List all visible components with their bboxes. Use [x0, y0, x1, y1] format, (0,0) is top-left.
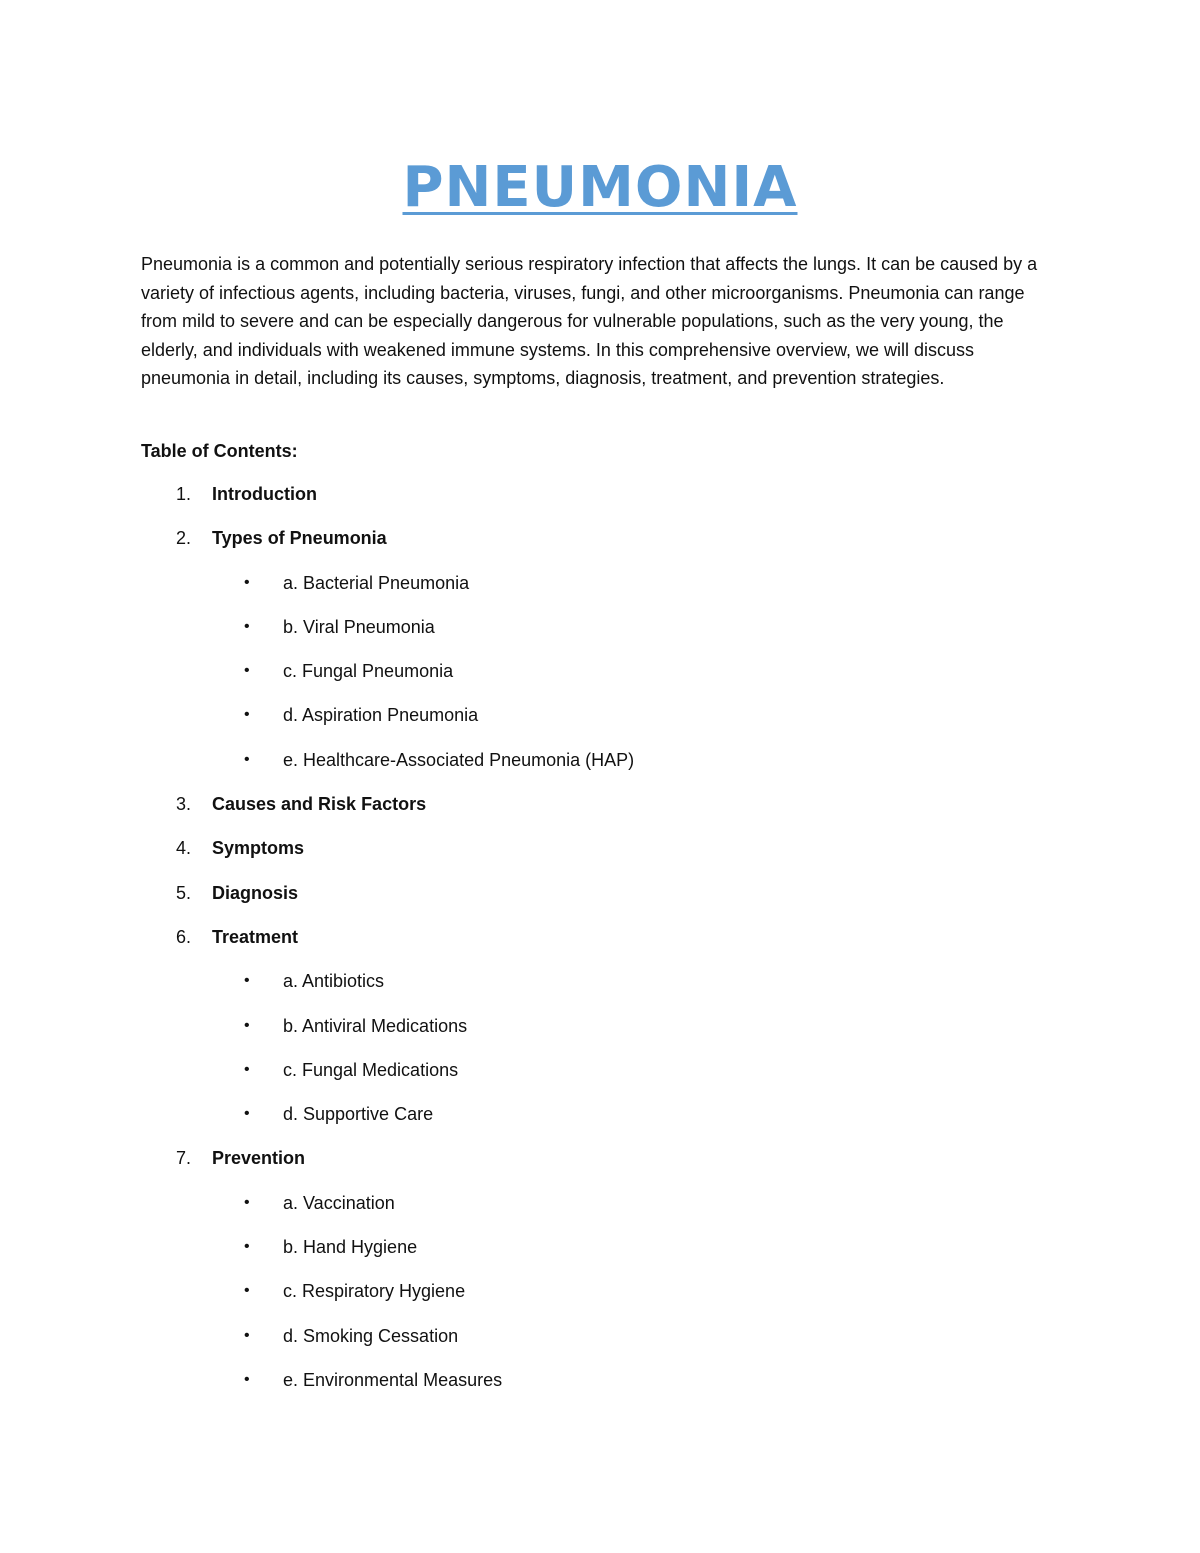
toc-item — [0, 790, 1200, 834]
bullet-icon: • — [244, 617, 250, 635]
bullet-icon: • — [244, 1370, 250, 1388]
toc-subitem — [0, 746, 1200, 790]
toc-subitem-label: d. Smoking Cessation — [283, 1325, 459, 1346]
toc-item — [0, 834, 1200, 878]
toc-item-label: Causes and Risk Factors — [212, 794, 427, 815]
toc-item-label: Types of Pneumonia — [212, 528, 387, 549]
toc-item-number: 6. — [176, 926, 192, 947]
toc-subitem-label: a. Vaccination — [283, 1192, 395, 1213]
toc-subitem — [0, 967, 1200, 1011]
toc-subitem-label: a. Bacterial Pneumonia — [283, 572, 470, 593]
toc-subitem — [0, 657, 1200, 701]
toc-subitem-label: d. Supportive Care — [283, 1104, 434, 1125]
toc-subitem — [0, 1012, 1200, 1056]
toc-subitem-label: d. Aspiration Pneumonia — [283, 705, 479, 726]
toc-item-number: 2. — [176, 528, 192, 549]
bullet-icon: • — [244, 1238, 250, 1256]
toc-subitem-label: b. Hand Hygiene — [283, 1237, 418, 1258]
toc-item — [0, 480, 1200, 524]
toc-subitem-label: c. Fungal Medications — [283, 1059, 459, 1080]
toc-item-number: 5. — [176, 882, 192, 903]
toc-subitem — [0, 569, 1200, 613]
toc-item — [0, 879, 1200, 923]
bullet-icon: • — [244, 706, 250, 724]
bullet-icon: • — [244, 1326, 250, 1344]
toc-subitem — [0, 1277, 1200, 1321]
intro-paragraph: Pneumonia is a common and potentially serious respiratory infection that affects the lungs. It can be caused by a variety of infectious agents, including bacteria, viruses, fungi, and other microorganisms. Pneumonia can range from mild to severe and can be especially dangerous for vulnerable populations, such as the very young, the elderly, and individuals with weakened immune systems. In this comprehensive overview, we will discuss pneumonia in detail, including its causes, symptoms, diagnosis, treatment, and prevention strategies. — [141, 254, 1038, 389]
toc-item-number: 3. — [176, 794, 192, 815]
toc-item-number: 1. — [176, 484, 192, 504]
toc-subitem — [0, 613, 1200, 657]
bullet-icon: • — [244, 972, 250, 990]
bullet-icon: • — [244, 662, 250, 680]
toc-subitem — [0, 1056, 1200, 1100]
bullet-icon: • — [244, 1282, 250, 1300]
toc-item-number: 7. — [176, 1148, 192, 1169]
toc-heading: Table of Contents: — [141, 441, 298, 461]
toc-subitem — [0, 701, 1200, 745]
document-title — [0, 152, 1200, 224]
toc-item — [0, 1144, 1200, 1188]
toc-subitem-label: c. Fungal Pneumonia — [283, 661, 454, 682]
toc-subitem — [0, 1322, 1200, 1366]
toc-item — [0, 923, 1200, 967]
toc-item — [0, 524, 1200, 568]
toc-subitem — [0, 1189, 1200, 1233]
toc-item-label: Diagnosis — [212, 882, 299, 903]
document-title-text: PNEUMONIA — [402, 155, 798, 220]
toc-item-number: 4. — [176, 838, 192, 859]
toc-subitem-label: c. Respiratory Hygiene — [283, 1281, 466, 1302]
bullet-icon: • — [244, 1193, 250, 1211]
bullet-icon: • — [244, 750, 250, 768]
toc-subitem-label: a. Antibiotics — [283, 971, 385, 992]
toc-item-label: Prevention — [212, 1148, 306, 1169]
bullet-icon: • — [244, 1060, 250, 1078]
table-of-contents — [0, 480, 1200, 1410]
toc-item-label: Treatment — [212, 926, 299, 947]
toc-subitem-label: e. Healthcare-Associated Pneumonia (HAP) — [283, 749, 635, 770]
toc-subitem-label: e. Environmental Measures — [283, 1369, 503, 1390]
toc-item-label: Symptoms — [212, 838, 305, 859]
bullet-icon: • — [244, 1016, 250, 1034]
toc-item-label: Introduction — [212, 484, 317, 504]
toc-subitem — [0, 1366, 1200, 1410]
bullet-icon: • — [244, 573, 250, 591]
toc-subitem-label: b. Antiviral Medications — [283, 1015, 468, 1036]
toc-subitem — [0, 1100, 1200, 1144]
toc-subitem — [0, 1233, 1200, 1277]
bullet-icon: • — [244, 1105, 250, 1123]
toc-subitem-label: b. Viral Pneumonia — [283, 616, 435, 637]
